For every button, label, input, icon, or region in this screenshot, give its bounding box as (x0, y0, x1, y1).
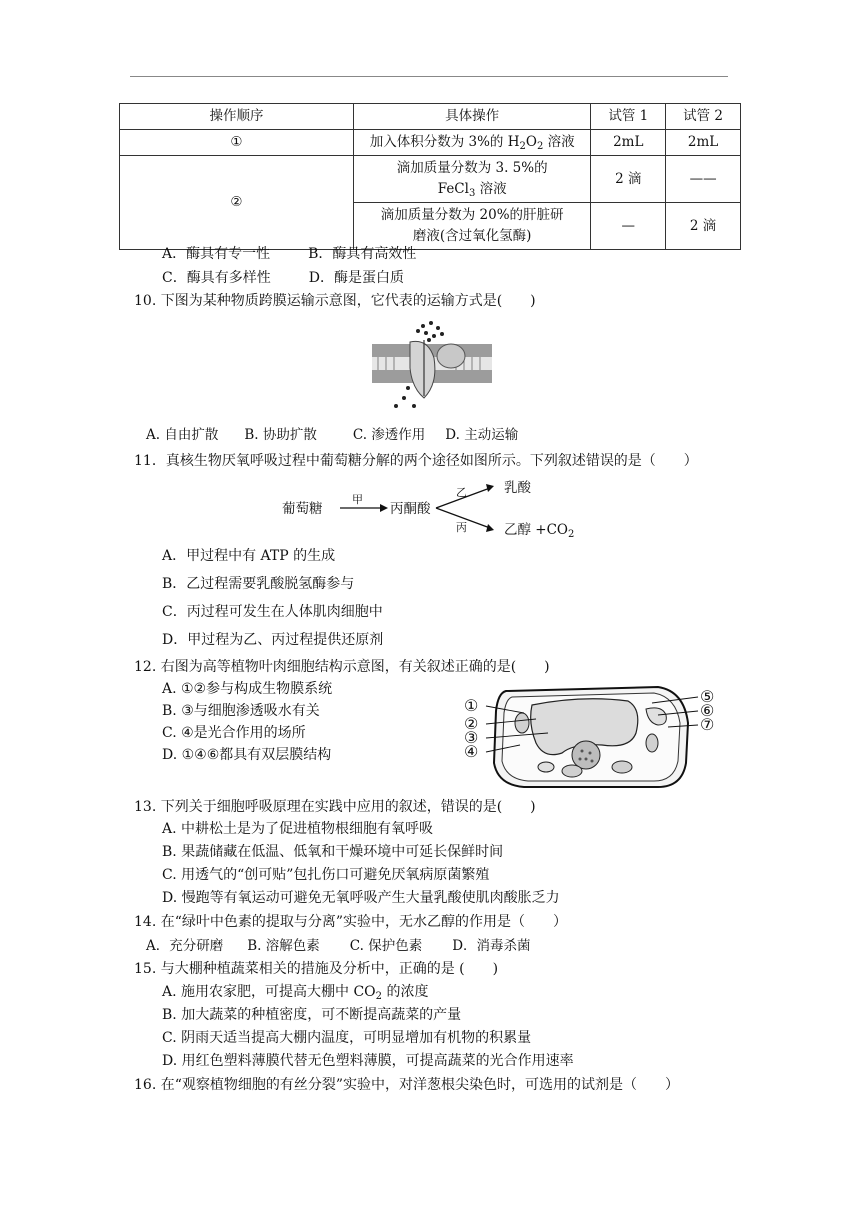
q14-options (146, 936, 531, 956)
q16-stem: 16. 在“观察植物细胞的有丝分裂”实验中，对洋葱根尖染色时，可选用的试剂是（ ） (134, 1077, 680, 1093)
q12-option-d: D. ①④⑥都具有双层膜结构 (162, 747, 332, 763)
table-row (120, 130, 741, 156)
q13-option-b: B. 果蔬储藏在低温、低氧和干燥环境中可延长保鲜时间 (162, 844, 504, 860)
option-a: A．酶具有专一性 (162, 246, 271, 262)
pyruvate-label: 丙酮酸 (390, 501, 431, 517)
experiment-table (119, 103, 741, 250)
table-cell-tube1: 2mL (591, 130, 666, 156)
table-cell-step: ② (120, 156, 354, 250)
ethanol-co2-label: 乙醇 $+CO_2$ (504, 522, 575, 540)
header-rule (130, 76, 728, 77)
glucose-label: 葡萄糖 (282, 501, 323, 517)
cell-label-3: ③ (464, 728, 479, 747)
q15-option-b: B. 加大蔬菜的种植密度，可不断提高蔬菜的产量 (162, 1007, 462, 1023)
q12-option-c: C. ④是光合作用的场所 (162, 725, 306, 741)
plant-cell-figure (462, 683, 724, 789)
table-header-row (120, 104, 741, 130)
q10-stem: 10. 下图为某种物质跨膜运输示意图，它代表的运输方式是( ) (134, 293, 536, 309)
table-row (120, 156, 741, 203)
table-cell-tube1: — (591, 203, 666, 250)
table-cell-operation: 滴加质量分数为 20%的肝脏研磨液(含过氧化氢酶) (353, 203, 590, 250)
q12-option-a: A. ①②参与构成生物膜系统 (162, 681, 333, 697)
option-b: B. 溶解色素 (247, 938, 320, 954)
q15-stem: 15. 与大棚种植蔬菜相关的措施及分析中，正确的是 ( ) (134, 961, 499, 977)
q9-options-row-2 (162, 268, 404, 288)
table-header-cell: 试管 2 (666, 104, 741, 130)
cell-label-6: ⑥ (700, 701, 715, 720)
q13-option-d: D. 慢跑等有氧运动可避免无氧呼吸产生大量乳酸使肌肉酸胀乏力 (162, 890, 560, 906)
cell-label-7: ⑦ (700, 715, 715, 734)
q11-option-c: C．丙过程可发生在人体肌肉细胞中 (162, 604, 383, 620)
q15-option-c: C. 阴雨天适当提高大棚内温度，可明显增加有机物的积累量 (162, 1030, 532, 1046)
q11-option-a: A．甲过程中有 ATP 的生成 (162, 548, 336, 564)
option-a: A. 自由扩散 (146, 427, 219, 443)
table-cell-tube2: 2 滴 (666, 203, 741, 250)
q12-option-b: B. ③与细胞渗透吸水有关 (162, 703, 320, 719)
lactic-acid-label: 乳酸 (504, 480, 531, 496)
anaerobic-pathway-diagram (280, 478, 580, 544)
option-b: B. 协助扩散 (244, 427, 317, 443)
option-a: A．充分研磨 (146, 938, 224, 954)
option-c: C. 渗透作用 (352, 427, 426, 443)
process-jia-label: 甲 (352, 493, 363, 506)
q15-option-a: A. 施用农家肥，可提高大棚中 $CO_2$ 的浓度 (162, 984, 429, 1002)
membrane-transport-figure (368, 318, 496, 412)
cell-label-1: ① (464, 696, 479, 715)
q9-options-row-1 (162, 244, 416, 264)
process-yi-label: 乙 (456, 486, 467, 499)
option-d: D. 主动运输 (445, 427, 519, 443)
q10-options (146, 425, 518, 445)
q11-stem: 11．真核生物厌氧呼吸过程中葡萄糖分解的两个途径如图所示。下列叙述错误的是（ ） (134, 453, 698, 469)
plant-cell-drawing (462, 683, 724, 789)
table-cell-tube2: —— (666, 156, 741, 203)
option-d: D．酶是蛋白质 (308, 270, 404, 286)
process-bing-label: 丙 (456, 521, 467, 534)
q11-option-b: B．乙过程需要乳酸脱氢酶参与 (162, 576, 355, 592)
option-c: C．酶具有多样性 (162, 270, 271, 286)
q14-stem: 14. 在“绿叶中色素的提取与分离”实验中，无水乙醇的作用是（ ） (134, 914, 568, 930)
table-cell-tube2: 2mL (666, 130, 741, 156)
q15-option-d: D. 用红色塑料薄膜代替无色塑料薄膜，可提高蔬菜的光合作用速率 (162, 1053, 574, 1069)
table-cell-step: ① (120, 130, 354, 156)
q13-option-c: C. 用透气的“创可贴”包扎伤口可避免厌氧病原菌繁殖 (162, 867, 490, 883)
cell-label-5: ⑤ (700, 687, 715, 706)
table-header-cell: 具体操作 (353, 104, 590, 130)
q13-option-a: A. 中耕松土是为了促进植物根细胞有氧呼吸 (162, 821, 434, 837)
table-cell-operation: 滴加质量分数为 3. 5%的 FeCl$_3$ 溶液 (353, 156, 590, 203)
q13-stem: 13. 下列关于细胞呼吸原理在实践中应用的叙述，错误的是( ) (134, 799, 536, 815)
table-header-cell: 试管 1 (591, 104, 666, 130)
table-cell-tube1: 2 滴 (591, 156, 666, 203)
cell-label-4: ④ (464, 742, 479, 761)
option-b: B．酶具有高效性 (308, 246, 417, 262)
table-header-cell: 操作顺序 (120, 104, 354, 130)
q12-stem: 12. 右图为高等植物叶肉细胞结构示意图，有关叙述正确的是( ) (134, 659, 550, 675)
table-cell-operation: 加入体积分数为 3%的 $H_2O_2$ 溶液 (353, 130, 590, 156)
q11-option-d: D．甲过程为乙、丙过程提供还原剂 (162, 632, 384, 648)
option-d: D．消毒杀菌 (452, 938, 531, 954)
option-c: C. 保护色素 (349, 938, 423, 954)
cell-label-2: ② (464, 714, 479, 733)
